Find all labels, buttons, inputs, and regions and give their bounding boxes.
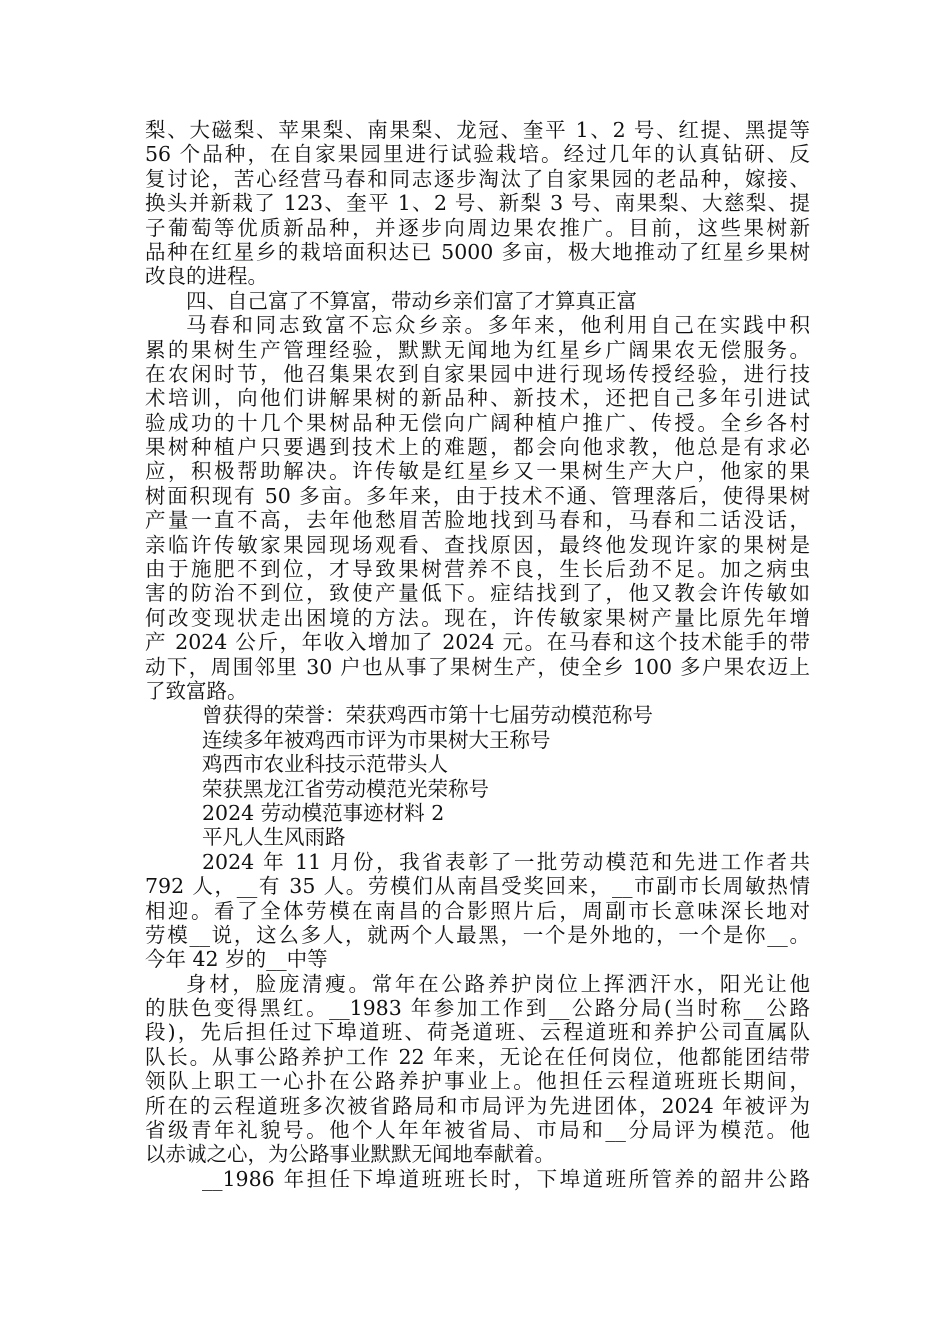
text-line: 术培训，向他们讲解果树的新品种、新技术，还把自己多年引进试 xyxy=(145,386,810,411)
text-line: 相迎。看了全体劳模在南昌的合影照片后，周副市长意味深长地对 xyxy=(145,898,810,923)
text-line: 2024 年 11 月份，我省表彰了一批劳动模范和先进工作者共 xyxy=(202,849,810,874)
text-line: 品种在红星乡的栽培面积达已 5000 多亩，极大地推动了红星乡果树 xyxy=(145,239,810,264)
text-line: 今年 42 岁的__中等 xyxy=(145,947,328,972)
text-line: 所在的云程道班多次被省路局和市局评为先进团体，2024 年被评为 xyxy=(145,1093,810,1118)
text-line: 改良的进程。 xyxy=(145,264,268,289)
text-line: 以赤诚之心，为公路事业默默无闻地奉献着。 xyxy=(145,1142,555,1167)
text-line: 了致富路。 xyxy=(145,678,248,703)
text-line: 产量一直不高，去年他愁眉苦脸地找到马春和，马春和二话没话， xyxy=(145,508,810,533)
text-line: 动下，周围邻里 30 户也从事了果树生产，使全乡 100 多户果农迈上 xyxy=(145,654,810,679)
text-line: 省级青年礼貌号。他个人年年被省局、市局和__分局评为模范。他 xyxy=(145,1118,810,1143)
text-line: 产 2024 公斤，年收入增加了 2024 元。在马春和这个技术能手的带 xyxy=(145,630,810,655)
text-line: 亲临许传敏家果园现场观看、查找原因，最终他发现许家的果树是 xyxy=(145,532,810,557)
text-line: 验成功的十几个果树品种无偿向广阔种植户推广、传授。全乡各村 xyxy=(145,410,810,435)
text-line: 应，积极帮助解决。许传敏是红星乡又一果树生产大户，他家的果 xyxy=(145,459,810,484)
text-line: 树面积现有 50 多亩。多年来，由于技术不通、管理落后，使得果树 xyxy=(145,483,810,508)
text-line: 平凡人生风雨路 xyxy=(202,825,346,850)
text-line: 在农闲时节，他召集果农到自家果园中进行现场传授经验，进行技 xyxy=(145,361,810,386)
text-line: 四、自己富了不算富，带动乡亲们富了才算真正富 xyxy=(186,288,637,313)
text-line: 鸡西市农业科技示范带头人 xyxy=(202,752,448,777)
text-line: 段)，先后担任过下埠道班、荷尧道班、云程道班和养护公司直属队 xyxy=(145,1020,810,1045)
text-line: 换头并新栽了 123、奎平 1、2 号、新梨 3 号、南果梨、大慈梨、提 xyxy=(145,191,810,216)
text-line: 56 个品种，在自家果园里进行试验栽培。经过几年的认真钻研、反 xyxy=(145,142,810,167)
text-line: 曾获得的荣誉：荣获鸡西市第十七届劳动模范称号 xyxy=(202,703,653,728)
text-line: __1986 年担任下埠道班班长时，下埠道班所管养的韶井公路 xyxy=(202,1166,810,1191)
text-line: 由于施肥不到位，才导致果树营养不良，生长后劲不足。加之病虫 xyxy=(145,557,810,582)
text-line: 复讨论，苦心经营马春和同志逐步淘汰了自家果园的老品种，嫁接、 xyxy=(145,166,810,191)
text-line: 身材，脸庞清瘦。常年在公路养护岗位上挥洒汗水，阳光让他 xyxy=(186,971,810,996)
text-line: 马春和同志致富不忘众乡亲。多年来，他利用自己在实践中积 xyxy=(186,313,810,338)
text-line: 果树种植户只要遇到技术上的难题，都会向他求教，他总是有求必 xyxy=(145,435,810,460)
text-line: 队长。从事公路养护工作 22 年来，无论在任何岗位，他都能团结带 xyxy=(145,1044,810,1069)
document-page xyxy=(145,118,810,1191)
text-line: 792 人，__有 35 人。劳模们从南昌受奖回来，__市副市长周敏热情 xyxy=(145,874,810,899)
text-line: 荣获黑龙江省劳动模范光荣称号 xyxy=(202,776,489,801)
text-line: 连续多年被鸡西市评为市果树大王称号 xyxy=(202,727,551,752)
text-line: 子葡萄等优质新品种，并逐步向周边果农推广。目前，这些果树新 xyxy=(145,215,810,240)
text-line: 累的果树生产管理经验，默默无闻地为红星乡广阔果农无偿服务。 xyxy=(145,337,810,362)
text-line: 害的防治不到位，致使产量低下。症结找到了，他又教会许传敏如 xyxy=(145,581,810,606)
text-line: 领队上职工一心扑在公路养护事业上。他担任云程道班班长期间， xyxy=(145,1069,810,1094)
text-line: 劳模__说，这么多人，就两个人最黑，一个是外地的，一个是你__。 xyxy=(145,922,810,947)
text-line: 2024 劳动模范事迹材料 2 xyxy=(202,800,445,825)
text-line: 何改变现状走出困境的方法。现在，许传敏家果树产量比原先年增 xyxy=(145,605,810,630)
text-line: 梨、大磁梨、苹果梨、南果梨、龙冠、奎平 1、2 号、红提、黑提等 xyxy=(145,118,810,142)
text-line: 的肤色变得黑红。__1983 年参加工作到__公路分局(当时称__公路 xyxy=(145,996,810,1021)
